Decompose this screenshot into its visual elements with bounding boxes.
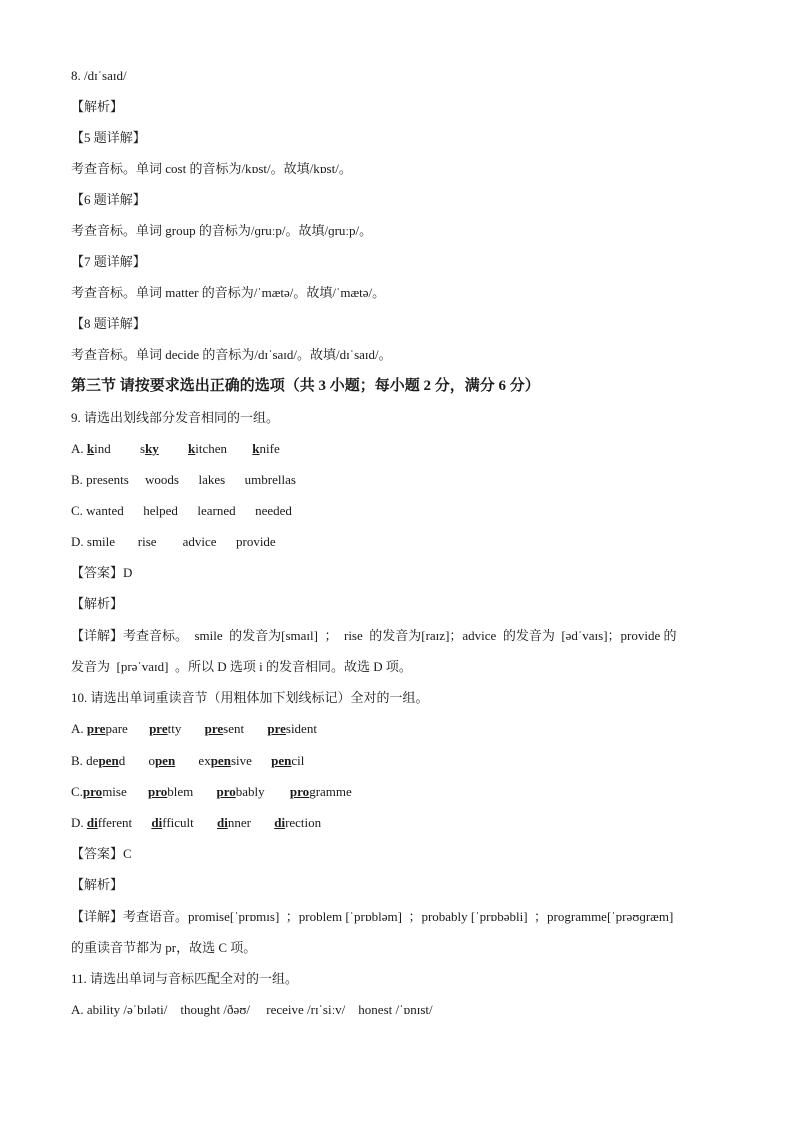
q7-detail-text: 考查音标。单词 matter 的音标为/ˈmætə/。故填/ˈmætə/。 [71, 285, 386, 300]
q5-detail-text: 考查音标。单词 cost 的音标为/kɒst/。故填/kɒst/。 [71, 161, 352, 176]
q8-detail-heading: 【8 题详解】 [71, 316, 146, 331]
q10-analysis-label: 【解析】 [71, 877, 124, 892]
q10-option-d: D. different difficult dinner direction [71, 815, 322, 830]
q11-option-a: A. ability /əˈbɪləti/ thought /ðəʊ/ receive /rɪˈsiːv/ honest /ˈɒnɪst/ [71, 1002, 433, 1017]
q10-option-c: C.promise problem probably programme [71, 784, 352, 799]
section-3-heading: 第三节 请按要求选出正确的选项（共 3 小题；每小题 2 分，满分 6 分） [71, 378, 540, 394]
q5-detail-heading: 【5 题详解】 [71, 130, 146, 145]
q6-detail-heading: 【6 题详解】 [71, 192, 146, 207]
q10-option-b: B. depend open expensive pencil [71, 753, 305, 768]
q6-detail-text: 考查音标。单词 group 的音标为/ɡruːp/。故填/ɡruːp/。 [71, 223, 373, 238]
q9-option-a: A. kind sky kitchen knife [71, 441, 280, 456]
answer-8: 8. /dɪˈsaɪd/ [71, 68, 127, 83]
q9-option-b: B. presents woods lakes umbrellas [71, 472, 296, 487]
analysis-label: 【解析】 [71, 99, 124, 114]
q10-detail-line-1: 【详解】考查语音。promise[ˈprɒmɪs] ；problem [ˈprɒbləm] ；probably [ˈprɒbəbli] ；programme[ˈprəʊɡræm] [71, 909, 674, 924]
q10-stem: 10. 请选出单词重读音节（用粗体加下划线标记）全对的一组。 [71, 690, 429, 705]
q9-option-c: C. wanted helped learned needed [71, 503, 292, 518]
q7-detail-heading: 【7 题详解】 [71, 254, 146, 269]
q9-option-d: D. smile rise advice provide [71, 534, 276, 549]
q10-detail-line-2: 的重读音节都为 pr，故选 C 项。 [71, 940, 257, 955]
q9-detail-line-1: 【详解】考查音标。 smile 的发音为[smaɪl] ； rise 的发音为[raɪz]；advice 的发音为 [ədˈvaɪs]；provide 的 [71, 628, 677, 643]
q9-detail-line-2: 发音为 [prəˈvaɪd] 。所以 D 选项 i 的发音相同。故选 D 项。 [71, 659, 412, 674]
q10-answer: 【答案】C [71, 846, 132, 861]
q9-analysis-label: 【解析】 [71, 596, 124, 611]
q9-answer: 【答案】D [71, 565, 133, 580]
q8-detail-text: 考查音标。单词 decide 的音标为/dɪˈsaɪd/。故填/dɪˈsaɪd/。 [71, 347, 392, 362]
q10-option-a: A. prepare pretty present president [71, 721, 317, 736]
q9-stem: 9. 请选出划线部分发音相同的一组。 [71, 410, 280, 425]
q11-stem: 11. 请选出单词与音标匹配全对的一组。 [71, 971, 299, 986]
